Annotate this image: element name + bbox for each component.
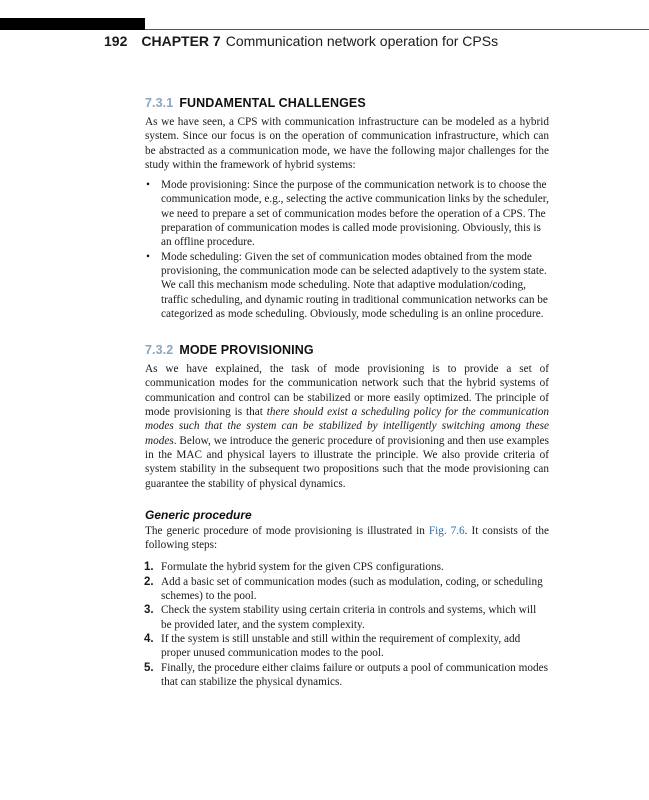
list-item-step <box>145 560 549 574</box>
list-item-text: Mode provisioning: Since the purpose of the communication network is to choose the communication mode, e.g., selecting the active communication links by the scheduler, we need to prepare a set of communication modes before the operation of a CPS. The preparation of communication modes is called mode provisioning. Obviously, this is an offline procedure. <box>161 179 549 249</box>
section-number: 7.3.1 <box>145 96 174 110</box>
header-rule <box>145 29 649 30</box>
subsection-paragraph <box>145 524 549 553</box>
step-number: 3. <box>144 604 154 617</box>
subsection-heading-generic-procedure: Generic procedure <box>145 507 252 522</box>
paragraph-text: . It consists of the following steps: <box>145 524 549 552</box>
step-text: Add a basic set of communication modes (such as modulation, coding, or scheduling schemes) to the pool. <box>161 575 543 603</box>
section-title: MODE PROVISIONING <box>179 343 314 358</box>
chapter-label: CHAPTER 7 <box>141 33 221 49</box>
paragraph-text: The generic procedure of mode provisioning is illustrated in <box>145 524 429 537</box>
step-text: Formulate the hybrid system for the given CPS configurations. <box>161 561 444 574</box>
step-number: 4. <box>144 632 154 645</box>
list-item-mode-scheduling <box>145 250 549 321</box>
section-heading-fundamental-challenges <box>145 96 549 110</box>
step-number: 2. <box>144 575 154 588</box>
step-text: If the system is still unstable and still within the requirement of complexity, add proper unused communication modes to the pool. <box>161 632 521 660</box>
step-number: 5. <box>144 661 154 674</box>
list-item-text: Mode scheduling: Given the set of communication modes obtained from the mode provisioning, the communication mode can be selected adaptively to the system state. We call this mechanism mode scheduling. Note that adaptive modulation/coding, traffic scheduling, and dynamic routing in traditional communication networks can be categorized as mode scheduling. Obviously, mode scheduling is an online procedure. <box>161 250 548 320</box>
page-number: 192 <box>104 33 128 49</box>
chapter-title: Communication network operation for CPSs <box>225 33 499 49</box>
section-paragraph <box>145 362 549 491</box>
paragraph-text: . Below, we introduce the generic procedure of provisioning and then use examples in the MAC and physical layers to illustrate the principle. We also provide criteria of system stability in the subsequent two propositions such that the mode provisioning can guarantee the stability of physical dynamics. <box>145 434 549 490</box>
section-heading-mode-provisioning <box>145 343 549 357</box>
step-text: Finally, the procedure either claims failure or outputs a pool of communication modes that can stabilize the physical dynamics. <box>161 661 548 688</box>
section-paragraph: As we have seen, a CPS with communication infrastructure can be modeled as a hybrid system. Since our focus is on the operation of communication infrastructure, which can be abstracted as a communication mode, we have the following major challenges for the study within the framework of hybrid systems: <box>145 116 549 171</box>
list-item-step <box>145 632 549 661</box>
section-number: 7.3.2 <box>145 343 174 358</box>
running-head <box>104 33 498 49</box>
header-bar <box>0 18 145 30</box>
step-text: Check the system stability using certain criteria in controls and systems, which will be provided later, and the system complexity. <box>161 604 537 631</box>
paragraph-emphasis: there should exist a scheduling policy for the communication modes such that the system can be stabilized by intelligently switching among these modes <box>145 406 550 447</box>
list-item-step <box>145 575 549 604</box>
paragraph-text: As we have explained, the task of mode provisioning is to provide a set of communication modes for the communication network such that the hybrid systems of communication and control can be stabilized or more easily optimized. The principle of mode provisioning is that <box>145 363 549 419</box>
bullet-icon: • <box>146 179 150 192</box>
procedure-steps-list <box>145 560 549 689</box>
figure-reference-link[interactable]: Fig. 7.6 <box>428 524 465 537</box>
page-body <box>145 96 549 689</box>
section-title: FUNDAMENTAL CHALLENGES <box>179 96 366 110</box>
list-item-step <box>145 661 549 690</box>
challenges-list <box>145 178 549 321</box>
list-item-step <box>145 603 549 632</box>
list-item-mode-provisioning <box>145 178 549 249</box>
step-number: 1. <box>144 561 154 574</box>
bullet-icon: • <box>146 250 150 263</box>
